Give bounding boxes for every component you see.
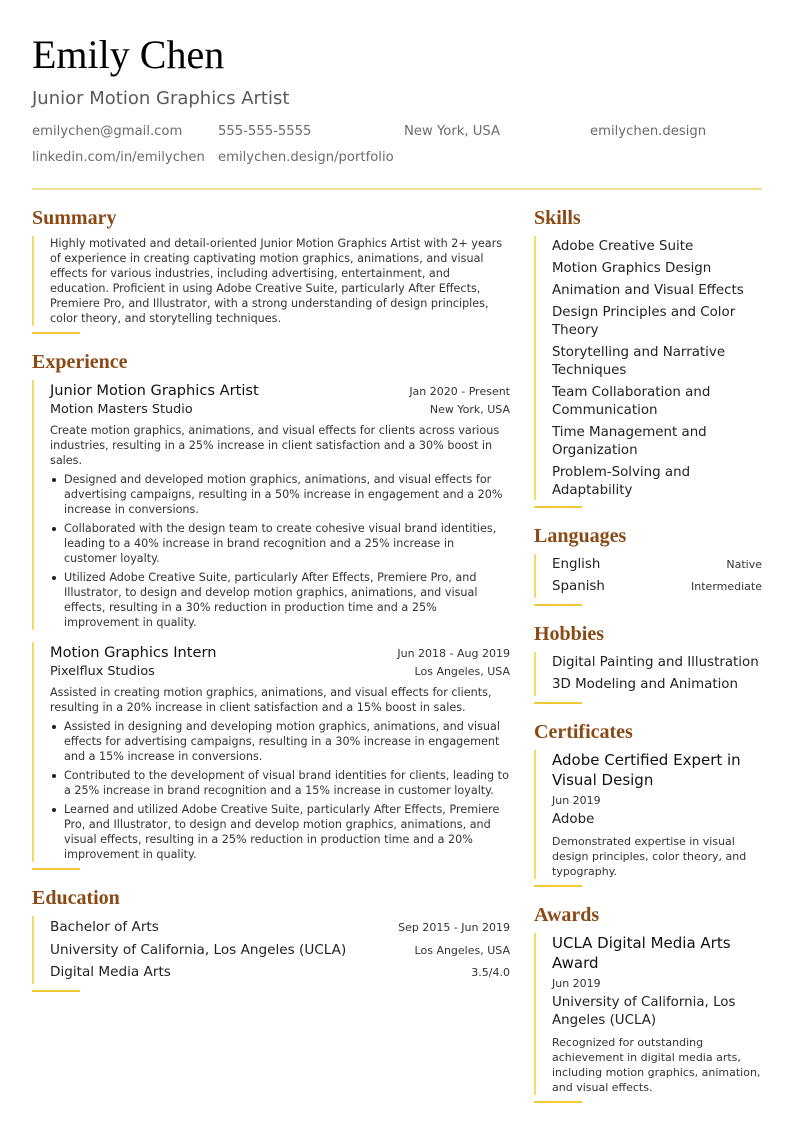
hobbies-section — [534, 620, 762, 704]
section-divider — [534, 506, 582, 508]
contact-email[interactable]: emilychen@gmail.com — [32, 124, 183, 139]
skill-item: Animation and Visual Effects — [552, 283, 744, 298]
section-heading: Experience — [32, 351, 128, 373]
job-entry — [50, 380, 510, 630]
education-body — [32, 916, 510, 984]
contact-portfolio[interactable]: emilychen.design/portfolio — [218, 150, 394, 165]
contact-phone[interactable]: 555-555-5555 — [218, 124, 312, 139]
job-location: Los Angeles, USA — [414, 665, 510, 678]
certificates-section — [534, 718, 762, 887]
language-item — [552, 554, 762, 576]
skill-item: Team Collaboration and Communication — [552, 385, 711, 418]
job-company: Motion Masters Studio — [50, 402, 193, 417]
skill-item: Adobe Creative Suite — [552, 239, 694, 254]
summary-text: Highly motivated and detail-oriented Junior Motion Graphics Artist with 2+ years of experience in creating captivating motion graphics, animations, and visual effects for various industries, including advertising, entertainment, and education. Proficient in using Adobe Creative Suite, particularly After Effects, Premiere Pro, and Illustrator, with a strong understanding of design principles, color theory, and storytelling techniques. — [50, 237, 503, 325]
job-location: New York, USA — [429, 403, 510, 416]
skill-item: Storytelling and Narrative Techniques — [552, 345, 726, 378]
experience-body — [32, 380, 510, 630]
section-divider — [32, 332, 80, 334]
job-description: Assisted in creating motion graphics, animations, and visual effects for clients, resulting in a 20% increase in client satisfaction and a 15% boost in sales. — [50, 686, 492, 714]
education-section — [32, 884, 510, 992]
list-item: Designed and developed motion graphics, animations, and visual effects for advertising campaigns, resulting in a 50% increase in engagement and a 20% increase in conversions. — [50, 472, 510, 517]
hobby-item: 3D Modeling and Animation — [552, 677, 738, 692]
certificate-description: Demonstrated expertise in visual design principles, color theory, and typography. — [552, 835, 747, 878]
award-description: Recognized for outstanding achievement in digital media arts, including motion graphics, animation, and visual effects. — [552, 1036, 761, 1094]
skill-item: Design Principles and Color Theory — [552, 305, 736, 338]
job-title: Motion Graphics Intern — [50, 644, 217, 661]
list-item: Collaborated with the design team to create cohesive visual brand identities, leading to a 40% increase in brand recognition and a 25% increase in customer loyalty. — [50, 521, 510, 566]
language-name: English — [552, 557, 601, 572]
side-column — [534, 204, 762, 1117]
certificate-date: Jun 2019 — [552, 794, 601, 807]
language-level: Intermediate — [691, 580, 762, 593]
job-bullets — [50, 719, 510, 862]
list-item: Learned and utilized Adobe Creative Suite, particularly After Effects, Premiere Pro, and Illustrator, to design and develop motion graphics, animations, and visual effects, resulting in a 25% reduction in production time and a 20% improvement in quality. — [50, 802, 510, 862]
award-title: UCLA Digital Media Arts Award — [552, 934, 731, 972]
job-bullets — [50, 472, 510, 630]
language-level: Native — [726, 558, 762, 571]
language-item — [552, 576, 762, 598]
experience-body — [32, 642, 510, 862]
hobby-item: Digital Painting and Illustration — [552, 655, 759, 670]
education-location: Los Angeles, USA — [414, 943, 510, 957]
section-heading: Hobbies — [534, 623, 605, 645]
hobbies-body — [534, 652, 762, 696]
language-name: Spanish — [552, 579, 605, 594]
education-gpa: 3.5/4.0 — [471, 966, 510, 979]
education-degree: Bachelor of Arts — [50, 919, 159, 935]
section-divider — [534, 1101, 582, 1103]
header-divider — [32, 188, 762, 190]
award-issuer: University of California, Los Angeles (UCLA) — [552, 995, 736, 1028]
section-heading: Awards — [534, 904, 600, 926]
job-dates: Jan 2020 - Present — [409, 385, 510, 398]
certificate-issuer: Adobe — [552, 812, 595, 827]
languages-section — [534, 522, 762, 606]
list-item: Assisted in designing and developing motion graphics, animations, and visual effects for advertising campaigns, resulting in a 30% increase in engagement and a 15% increase in conversions. — [50, 719, 510, 764]
skill-item: Time Management and Organization — [552, 425, 707, 458]
job-title: Junior Motion Graphics Artist — [50, 382, 259, 399]
section-heading: Certificates — [534, 721, 633, 743]
summary-body — [32, 236, 510, 326]
skill-item: Motion Graphics Design — [552, 261, 712, 276]
resume-header — [32, 30, 762, 167]
certificate-title: Adobe Certified Expert in Visual Design — [552, 751, 741, 789]
section-heading: Summary — [32, 207, 117, 229]
education-school: University of California, Los Angeles (UCLA) — [50, 941, 347, 958]
certificates-body — [534, 750, 762, 879]
contact-linkedin[interactable]: linkedin.com/in/emilychen — [32, 150, 205, 165]
section-heading: Education — [32, 887, 120, 909]
skills-body — [534, 236, 762, 500]
candidate-name: Emily Chen — [32, 32, 225, 77]
main-column — [32, 204, 510, 1006]
section-heading: Skills — [534, 207, 581, 229]
education-field: Digital Media Arts — [50, 964, 171, 980]
award-date: Jun 2019 — [552, 977, 601, 990]
job-dates: Jun 2018 - Aug 2019 — [397, 647, 510, 660]
candidate-title: Junior Motion Graphics Artist — [32, 88, 290, 109]
summary-section — [32, 204, 510, 334]
section-divider — [32, 990, 80, 992]
education-dates: Sep 2015 - Jun 2019 — [398, 921, 510, 934]
awards-section — [534, 901, 762, 1103]
experience-section — [32, 348, 510, 870]
job-company: Pixelflux Studios — [50, 664, 155, 679]
skill-item: Problem-Solving and Adaptability — [552, 465, 691, 498]
contact-info — [32, 122, 762, 167]
contact-website[interactable]: emilychen.design — [590, 124, 707, 139]
section-divider — [534, 885, 582, 887]
list-item: Utilized Adobe Creative Suite, particularly After Effects, Premiere Pro, and Illustrator, to design and develop motion graphics, animations, and visual effects, resulting in a 30% reduction in production time and a 25% improvement in quality. — [50, 570, 510, 630]
awards-body — [534, 933, 762, 1095]
section-divider — [32, 868, 80, 870]
section-heading: Languages — [534, 525, 627, 547]
section-divider — [534, 604, 582, 606]
job-entry — [50, 642, 510, 862]
languages-body — [534, 554, 762, 598]
contact-location: New York, USA — [404, 124, 501, 139]
skills-section — [534, 204, 762, 508]
section-divider — [534, 702, 582, 704]
job-description: Create motion graphics, animations, and visual effects for clients across various industries, resulting in a 25% increase in client satisfaction and a 30% boost in sales. — [50, 424, 500, 467]
list-item: Contributed to the development of visual brand identities for clients, leading to a 25% increase in brand recognition and a 15% increase in customer loyalty. — [50, 768, 510, 798]
